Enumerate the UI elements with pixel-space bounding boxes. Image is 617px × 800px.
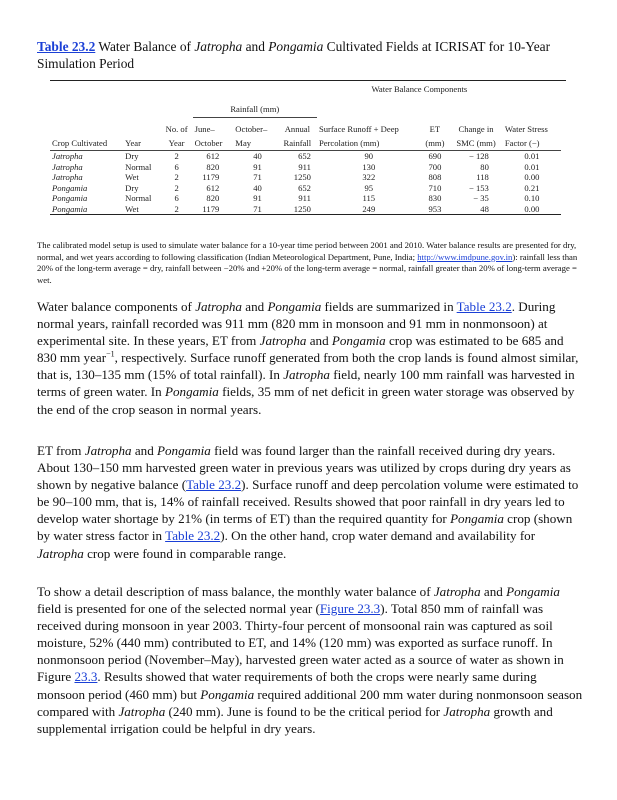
cell-annual: 911	[298, 193, 311, 203]
cell-year: Dry	[125, 182, 139, 193]
col-year: Year	[123, 138, 160, 151]
caption-text: Water Balance of	[95, 39, 195, 54]
cell-june: 612	[206, 182, 220, 193]
cell-n: 2	[174, 151, 179, 161]
cell-n: 6	[174, 193, 179, 203]
caption-crop-jatropha: Jatropha	[194, 39, 243, 54]
cell-crop: Pongamia	[52, 193, 88, 203]
cell-smc: 118	[476, 172, 489, 182]
cell-crop: Pongamia	[50, 204, 123, 215]
cell-year: Wet	[123, 204, 160, 215]
table-ref-link[interactable]: Table 23.2	[165, 528, 221, 544]
cell-oct: 71	[253, 172, 262, 182]
cell-runoff: 130	[362, 161, 376, 172]
cell-year: Normal	[125, 161, 152, 172]
cell-et: 808	[428, 172, 442, 182]
cell-et: 953	[421, 204, 450, 215]
table-23-2-link[interactable]: Table 23.2	[37, 39, 96, 54]
col-smc: Change in	[458, 124, 494, 134]
cell-june: 1179	[193, 204, 234, 215]
cell-year: Dry	[125, 151, 139, 161]
col-stress-2: Factor (−)	[503, 138, 561, 151]
cell-annual: 1250	[293, 172, 311, 182]
table-ref-link[interactable]: Table 23.2	[456, 299, 512, 314]
cell-annual: 1250	[278, 204, 317, 215]
footnote-text-end: ): rainfall less than 20% of the long-term average = dry, rainfall between −20% and +20% of the long-term average = normal, rainfall greater than 20% of long-term average = wet.	[37, 251, 578, 285]
cell-june: 820	[206, 161, 220, 172]
caption-crop-pongamia: Pongamia	[268, 39, 324, 54]
col-october: October–	[235, 124, 268, 134]
cell-smc: 48	[449, 204, 503, 215]
figure-ref-link[interactable]: 23.3	[74, 669, 98, 685]
col-et: ET	[429, 124, 441, 134]
figure-ref-link[interactable]: Figure 23.3	[319, 601, 381, 617]
col-no-of-2: Year	[161, 138, 193, 151]
cell-smc: − 128	[468, 151, 489, 161]
cell-ws: 0.01	[524, 151, 540, 161]
cell-oct: 91	[253, 193, 262, 203]
col-runoff: Surface Runoff + Deep	[318, 124, 399, 134]
paragraph-1: Water balance components of Jatropha and Pongamia fields are summarized in Table 23.2. During normal years, rainfall recorded was 911 mm (820 mm in monsoon and 91 mm in nonmonsoon) at experimental site. In these years, ET from Jatropha and Pongamia crop was estimated to be 685 and 830 mm year$^{-1}$, respectively. Surface runoff generated from both the crop lands is found almost similar, that is, 130–135 mm (15% of total rainfall). In Jatropha field, nearly 100 mm rainfall was harvested in terms of green water. In Pongamia fields, 35 mm of net deficit in green water storage was observed by the end of the crop season in normal years.	[37, 299, 579, 417]
table-row	[50, 172, 566, 183]
col-runoff-2: Percolation (mm)	[317, 138, 421, 151]
cell-ws: 0.01	[524, 161, 540, 172]
footnote-text: The calibrated model setup is used to simulate water balance for a 10-year time period between 2001 and 2010. Water balance results are presented for dry, normal, and wet years according to following classification (Indian Meteorological Department, Pune, India;	[37, 240, 577, 262]
cell-annual: 911	[298, 161, 311, 172]
paragraph-3: To show a detail description of mass balance, the monthly water balance of Jatropha and Pongamia field is presented for one of the selected normal year (Figure 23.3). Total 850 mm of rainfall was received during monsoon in year 2003. Thirty-four percent of monsoonal rain was captured as soil moisture, 52% (440 mm) contributed to ET, and 14% (120 mm) was exported as surface runoff. In nonmonsoon period (November–May), harvested green water acted as a source of water as shown in Figure 23.3. Results showed that water requirements of both the crops were nearly same during monsoon period (460 mm) but Pongamia required additional 200 mm water during nonmonsoon season compared with Jatropha (240 mm). June is found to be the critical period for Jatropha growth and supplemental irrigation could be helpful in dry years.	[37, 584, 583, 736]
cell-ws: 0.00	[524, 172, 540, 182]
cell-smc: 80	[480, 161, 489, 172]
cell-smc: − 153	[468, 182, 489, 193]
cell-year: Wet	[125, 172, 139, 182]
cell-oct: 40	[253, 151, 262, 161]
col-no-of: No. of	[165, 124, 188, 134]
caption-text-end: Cultivated Fields at ICRISAT for 10-Year Simulation Period	[37, 39, 551, 71]
cell-year: Normal	[125, 193, 152, 203]
table-footnote	[37, 240, 582, 286]
table-caption	[37, 38, 577, 72]
paragraph-2: ET from Jatropha and Pongamia field was found larger than the rainfall received during dry years. About 130–150 mm harvested green water in previous years was utilized by crops during dry years as shown by negative balance (Table 23.2). Surface runoff and deep percolation volume were estimated to be 90–100 mm, that is, 14% of rainfall received. Results showed that poor rainfall in dry years led to develop water shortage by 21% (in terms of ET) than the required quantity for Pongamia crop (shown by water stress factor in Table 23.2). On the other hand, crop water demand and availability for Jatropha crop were found in comparable range.	[37, 443, 579, 561]
cell-ws: 0.00	[503, 204, 561, 215]
table-ref-link[interactable]: Table 23.2	[186, 477, 242, 493]
cell-crop: Jatropha	[52, 151, 83, 161]
cell-crop: Jatropha	[52, 161, 83, 172]
cell-oct: 40	[253, 182, 262, 193]
water-balance-table	[50, 80, 566, 215]
cell-ws: 0.21	[524, 182, 540, 193]
col-stress: Water Stress	[504, 124, 548, 134]
cell-june: 820	[206, 193, 220, 203]
cell-crop: Jatropha	[52, 172, 83, 182]
cell-et: 690	[428, 151, 442, 161]
cell-crop: Pongamia	[52, 182, 88, 193]
col-june: June–	[194, 124, 215, 134]
cell-n: 6	[174, 161, 179, 172]
table-row	[50, 193, 566, 204]
caption-and: and	[242, 39, 269, 54]
table-row	[50, 183, 566, 194]
cell-june: 612	[206, 151, 220, 161]
cell-runoff: 95	[364, 182, 374, 193]
cell-annual: 652	[298, 151, 311, 161]
table-row	[50, 204, 566, 215]
cell-ws: 0.10	[524, 193, 540, 203]
table-row	[50, 162, 566, 173]
group-header-water-balance: Water Balance Components	[278, 81, 561, 100]
col-smc-2: SMC (mm)	[449, 138, 503, 151]
cell-oct: 71	[233, 204, 277, 215]
imd-link[interactable]: http://www.imdpune.gov.in	[417, 251, 513, 262]
cell-et: 710	[428, 182, 442, 193]
col-et-2: (mm)	[421, 138, 450, 151]
cell-et: 830	[428, 193, 442, 203]
cell-annual: 652	[298, 182, 311, 193]
cell-runoff: 115	[362, 193, 376, 203]
col-annual: Annual	[284, 124, 311, 134]
col-crop: Crop Cultivated	[50, 138, 123, 151]
table-row	[50, 151, 566, 162]
cell-oct: 91	[253, 161, 262, 172]
cell-runoff: 322	[362, 172, 376, 182]
cell-n: 2	[174, 182, 179, 193]
cell-et: 700	[428, 161, 442, 172]
col-october-2: May	[233, 138, 277, 151]
group-header-rainfall: Rainfall (mm)	[193, 100, 317, 118]
cell-june: 1179	[202, 172, 220, 182]
cell-runoff: 249	[317, 204, 421, 215]
cell-n: 2	[161, 204, 193, 215]
cell-n: 2	[174, 172, 179, 182]
cell-runoff: 90	[364, 151, 374, 161]
cell-smc: − 35	[473, 193, 489, 203]
col-annual-2: Rainfall	[278, 138, 317, 151]
col-june-2: October	[193, 138, 234, 151]
